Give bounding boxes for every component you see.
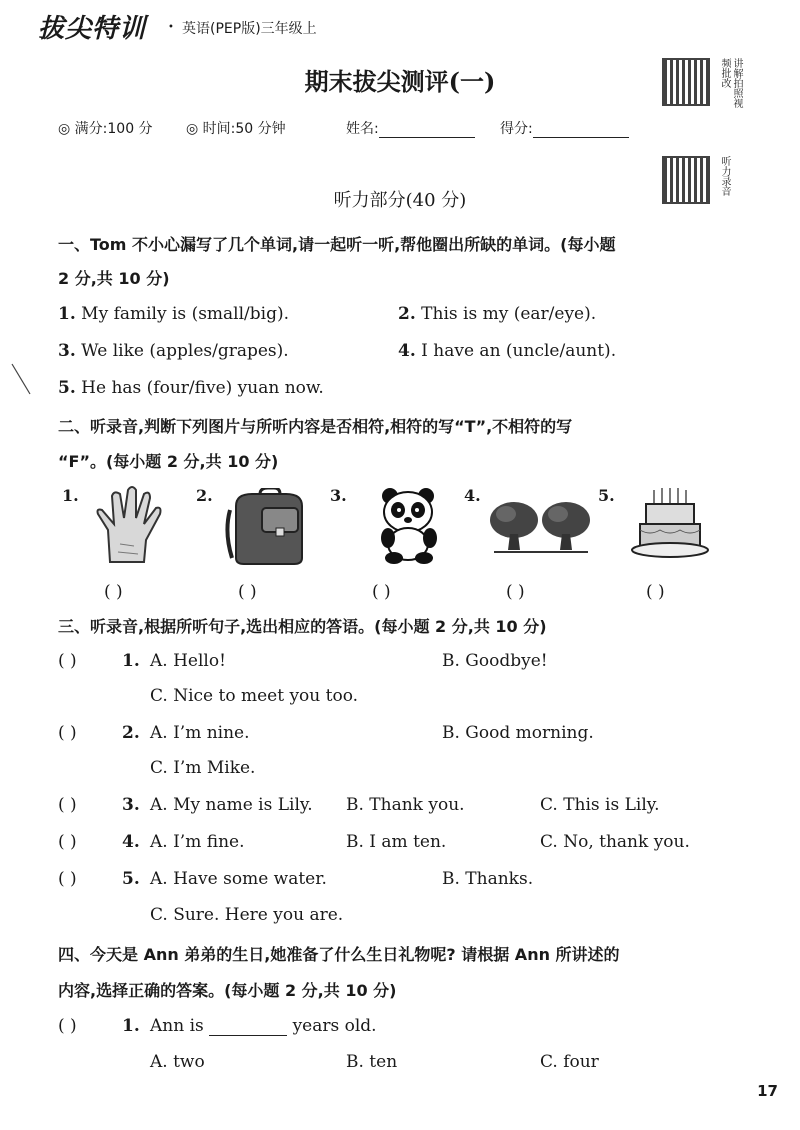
score-field[interactable] [500,118,629,138]
option-c: C. I’m Mike. [150,758,256,778]
answer-blank[interactable]: ( ) [58,795,77,815]
page-title: 期末拔尖测评(一) [304,67,496,96]
panda-icon [370,486,450,566]
answer-blank[interactable]: ( ) [506,582,525,602]
answer-blank[interactable]: ( ) [58,832,77,852]
list-item: 5. He has (four/five) yuan now. [58,378,324,398]
picture-number: 3. [330,486,347,505]
part1-instruction-1: 一、Tom 不小心漏写了几个单词,请一起听一听,帮他圈出所缺的单词。(每小题 [58,235,616,254]
question-number: 1. [122,651,140,671]
schoolbag-icon [222,488,312,568]
option-c: C. No, thank you. [540,832,690,852]
part1-instruction-2: 2 分,共 10 分) [58,269,170,288]
question-stem: Ann is years old. [150,1016,377,1036]
list-item: 2. This is my (ear/eye). [398,304,597,324]
hand-icon [90,484,180,568]
fill-blank[interactable] [209,1021,287,1036]
option-c: C. Nice to meet you too. [150,686,359,706]
birthday-cake-icon [630,486,710,560]
answer-blank[interactable]: ( ) [58,651,77,671]
brand-logo: 拔尖特训 [38,14,147,44]
qr-code-icon[interactable] [662,58,710,106]
option-c: C. four [540,1052,599,1072]
question-number: 5. [122,869,140,889]
option-c: C. Sure. Here you are. [150,905,344,925]
full-score: ◎ 满分:100 分 [58,121,153,137]
picture-number: 5. [598,486,615,505]
option-b: B. Thank you. [346,795,465,815]
option-b: B. I am ten. [346,832,447,852]
part4-instruction-1: 四、今天是 Ann 弟弟的生日,她准备了什么生日礼物呢? 请根据 Ann 所讲述的 [58,945,620,964]
option-b: B. Good morning. [442,723,594,743]
picture-number: 4. [464,486,481,505]
option-a: A. I’m nine. [150,723,250,743]
answer-blank[interactable]: ( ) [372,582,391,602]
separator-dot: • [168,22,174,33]
answer-blank[interactable]: ( ) [58,869,77,889]
qr-label: 讲解拍照视频批改 [719,58,742,108]
pen-mark-icon [8,360,38,400]
list-item: 3. We like (apples/grapes). [58,341,289,361]
question-number: 4. [122,832,140,852]
name-field[interactable] [346,118,475,138]
picture-number: 2. [196,486,213,505]
page-number: 17 [757,1082,778,1100]
answer-blank[interactable]: ( ) [58,723,77,743]
subject-label: 英语(PEP版)三年级上 [182,21,317,37]
section-title: 听力部分(40 分) [333,190,467,211]
option-a: A. two [150,1052,205,1072]
option-b: B. ten [346,1052,398,1072]
part4-instruction-2: 内容,选择正确的答案。(每小题 2 分,共 10 分) [58,981,397,1000]
option-a: A. My name is Lily. [150,795,313,815]
question-number: 1. [122,1016,140,1036]
part3-instruction: 三、听录音,根据所听句子,选出相应的答语。(每小题 2 分,共 10 分) [58,617,547,636]
qr-audio-label: 听力录音 [719,156,730,196]
score-label: 得分: [500,121,533,137]
option-a: A. Have some water. [150,869,327,889]
answer-blank[interactable]: ( ) [58,1016,77,1036]
list-item: 1. My family is (small/big). [58,304,290,324]
picture-number: 1. [62,486,79,505]
option-a: A. Hello! [150,651,226,671]
answer-blank[interactable]: ( ) [238,582,257,602]
option-b: B. Thanks. [442,869,534,889]
answer-blank[interactable]: ( ) [646,582,665,602]
question-number: 2. [122,723,140,743]
name-label: 姓名: [346,121,379,137]
list-item: 4. I have an (uncle/aunt). [398,341,617,361]
option-b: B. Goodbye! [442,651,548,671]
answer-blank[interactable]: ( ) [104,582,123,602]
option-c: C. This is Lily. [540,795,660,815]
name-blank[interactable] [379,123,475,138]
part2-instruction-2: “F”。(每小题 2 分,共 10 分) [58,452,279,471]
part2-instruction-1: 二、听录音,判断下列图片与所听内容是否相符,相符的写“T”,不相符的写 [58,417,573,436]
option-a: A. I’m fine. [150,832,245,852]
trees-icon [488,494,592,556]
time-limit: ◎ 时间:50 分钟 [186,121,286,137]
score-blank[interactable] [533,123,629,138]
question-number: 3. [122,795,140,815]
